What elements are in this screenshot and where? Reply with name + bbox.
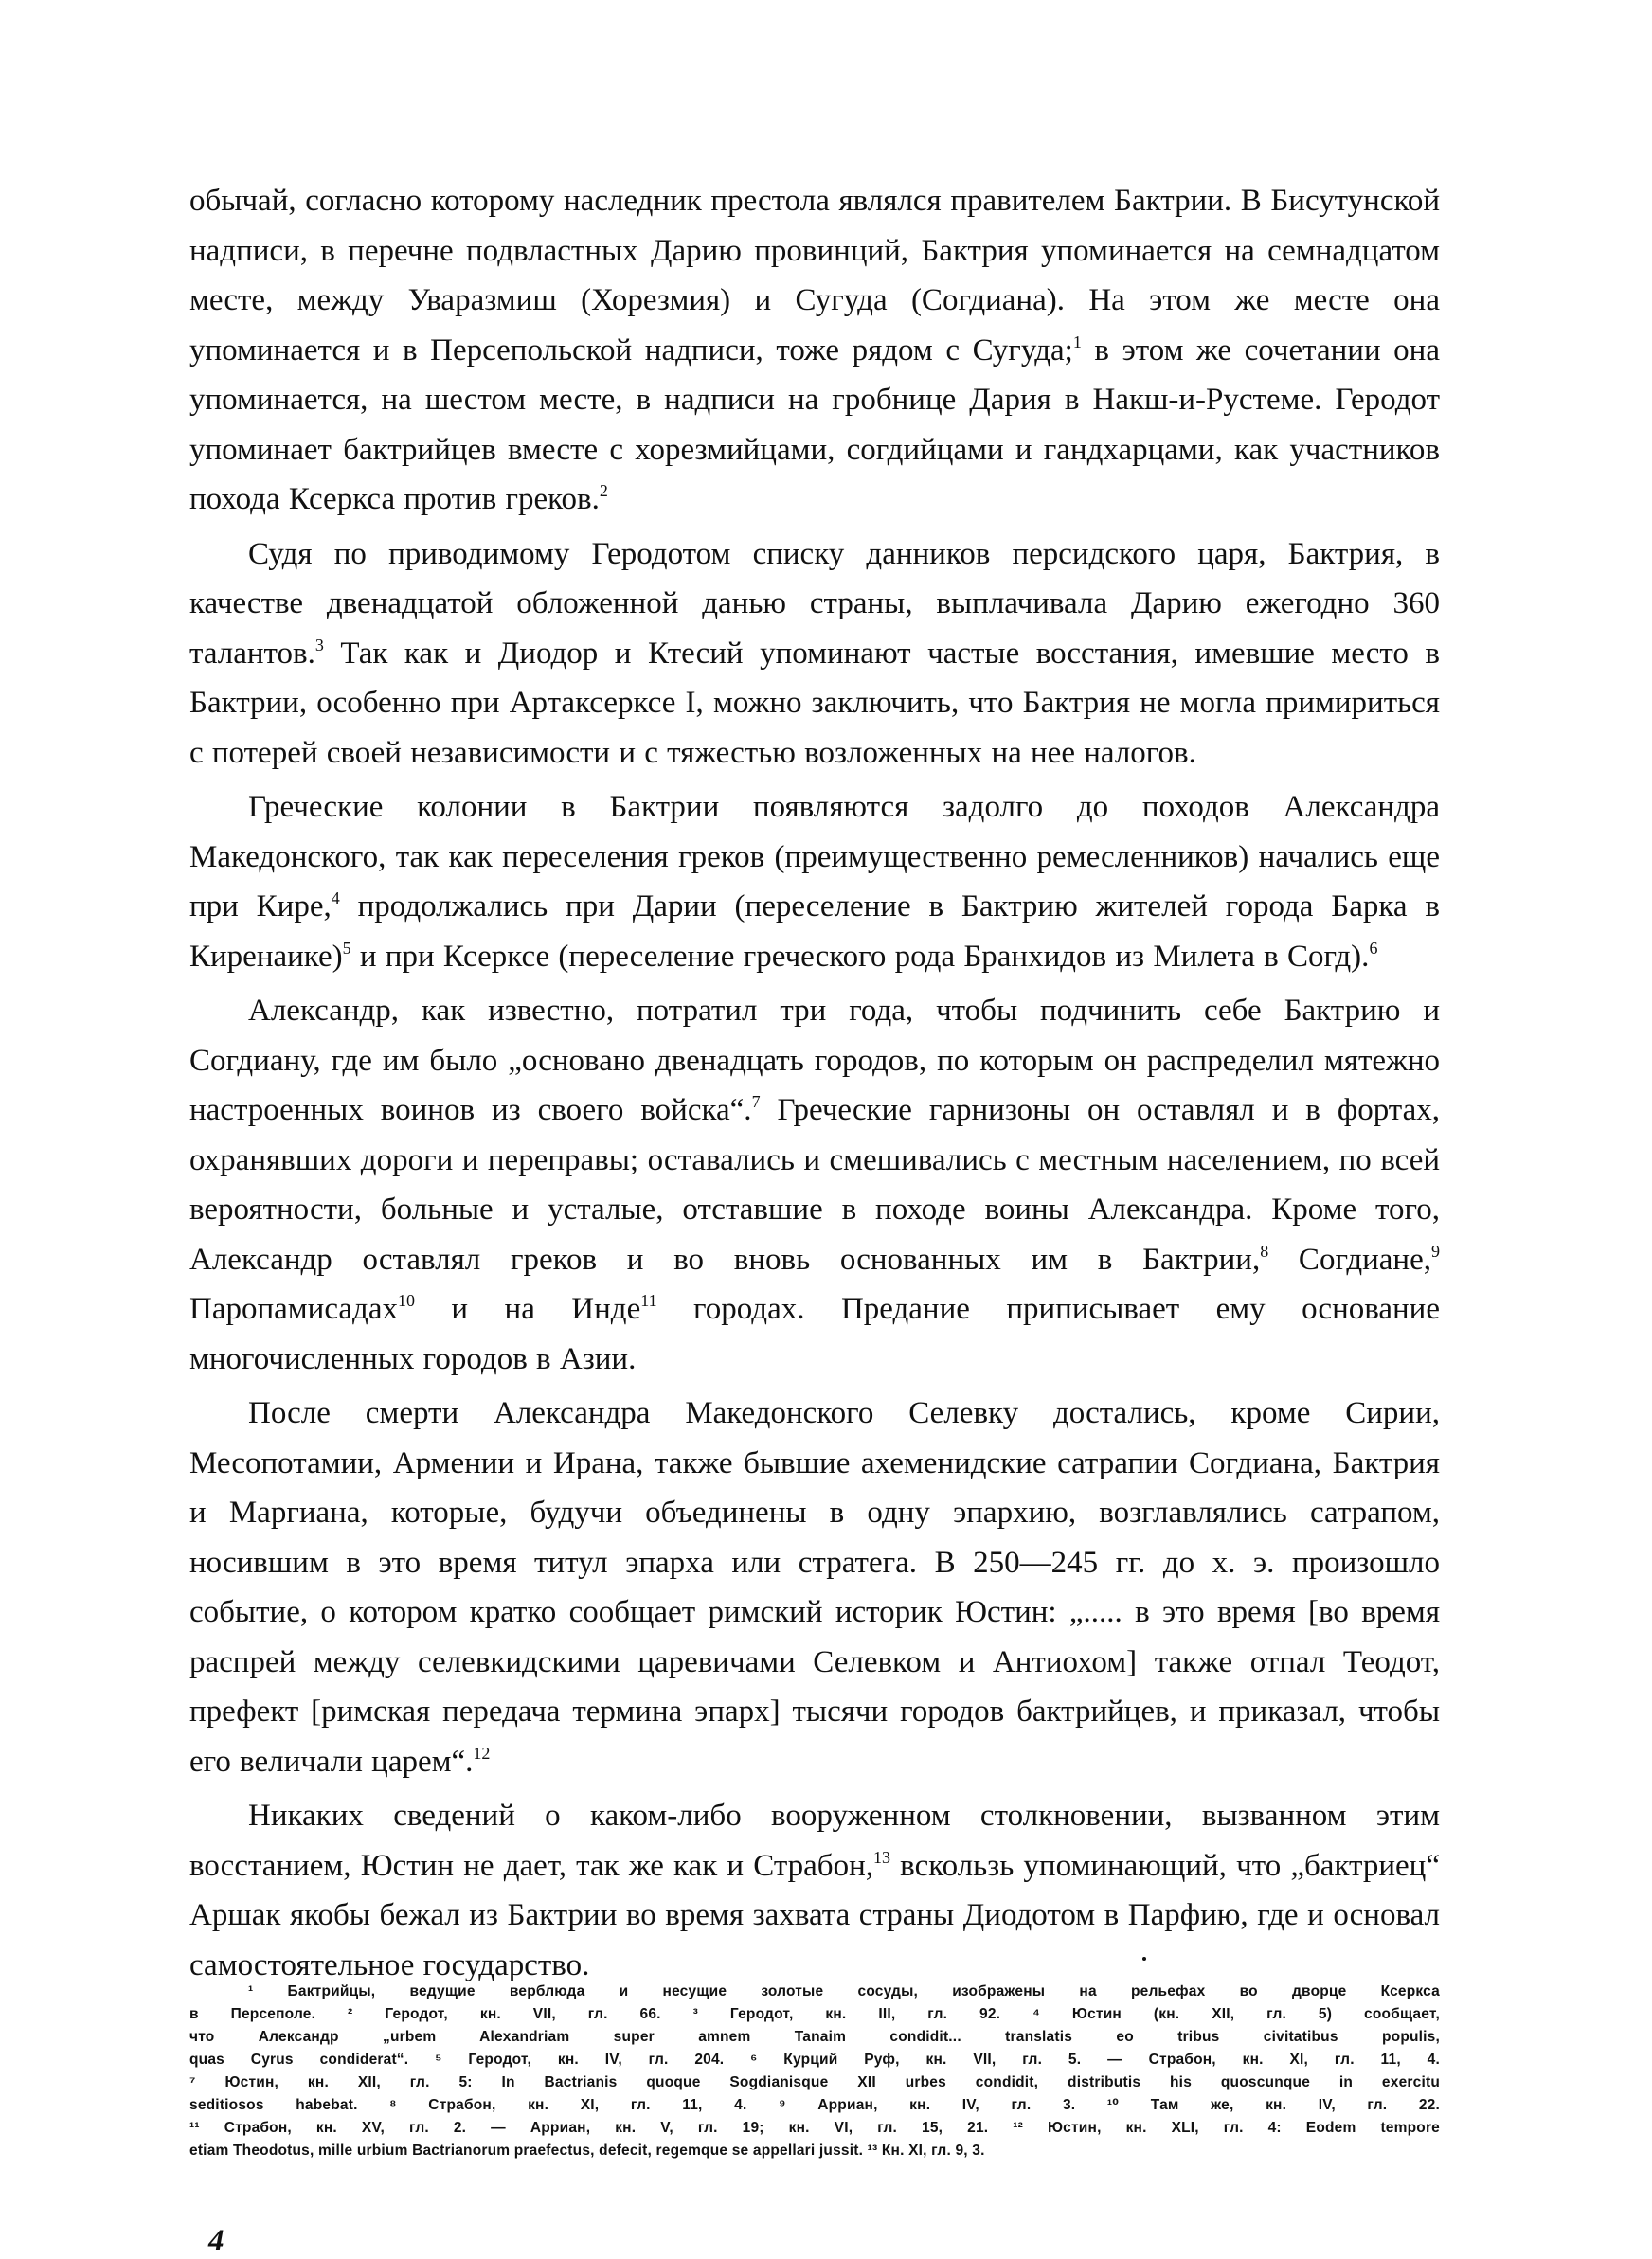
footnote-line-1: ¹ Бактрийцы, ведущие верблюда и несущие золотые сосуды, изображены на рельефах во дворце Ксеркса bbox=[248, 1983, 1440, 1999]
footnote-line-2: в Персеполе. ² Геродот, кн. VII, гл. 66. ³ Геродот, кн. III, гл. 92. ⁴ Юстин (кн. XII, гл. 5) сообщает, bbox=[189, 2006, 1440, 2022]
footnote-line-3: что Александр „urbem Alexandriam super amnem Tanaim condidit... translatis eo tribus civitatibus populis, bbox=[189, 2029, 1440, 2045]
footnote-ref-3: 3 bbox=[314, 635, 324, 654]
paragraph-4-text-cont4: и на Инде bbox=[414, 1292, 641, 1326]
paragraph-4-text: Александр, как известно, потратил три года, чтобы подчинить себе Бактрию и Согдиану, где им было „основано двенадцать городов, по которым он распределил мятежно настроенных воинов из своего войска“. bbox=[189, 994, 1440, 1127]
paragraph-4 bbox=[189, 986, 1440, 1384]
page-number: 4 bbox=[208, 2224, 224, 2258]
paragraph-6 bbox=[189, 1791, 1440, 1990]
paragraph-3-text: Греческие колонии в Бактрии появляются задолго до походов Александра Македонского, так как переселения греков (преимущественно ремесленников) начались еще при Кире, bbox=[189, 790, 1440, 923]
footnote-ref-11: 11 bbox=[640, 1291, 657, 1310]
footnote-ref-6: 6 bbox=[1369, 938, 1378, 958]
paragraph-3-text-cont2: и при Ксерксе (переселение греческого рода Бранхидов из Милета в Согд). bbox=[350, 939, 1370, 974]
footnote-ref-12: 12 bbox=[473, 1743, 491, 1763]
footnote-line-6: seditiosos habebat. ⁸ Страбон, кн. XI, гл. 11, 4. ⁹ Арриан, кн. IV, гл. 3. ¹⁰ Там же, кн. IV, гл. 22. bbox=[189, 2097, 1440, 2113]
paragraph-1-text: обычай, согласно которому наследник престола являлся правителем Бактрии. В Бисутунской надписи, в перечне подвластных Дарию провинций, Бактрия упоминается на семнадцатом месте, между Уваразмиш (Хорезмия) и Сугуда (Согдиана). На этом же месте она упоминается и в Персепольской надписи, тоже рядом с Сугуда; bbox=[189, 184, 1440, 368]
paragraph-3-text-cont: продолжались при Дарии (переселение в Бактрию жителей города Барка в Киренаике) bbox=[189, 889, 1440, 974]
paragraph-2 bbox=[189, 529, 1440, 779]
stray-dot bbox=[1142, 1957, 1146, 1961]
footnote-ref-4: 4 bbox=[331, 888, 340, 907]
paragraph-5 bbox=[189, 1389, 1440, 1786]
paragraph-2-text-cont: Так как и Диодор и Ктесий упоминают частые восстания, имевшие место в Бактрии, особенно при Артаксерксе I, можно заключить, что Бактрия не могла примириться с потерей своей независимости и с тяжестью возложенных на нее налогов. bbox=[189, 636, 1440, 770]
footnote-ref-2: 2 bbox=[599, 481, 608, 500]
paragraph-1 bbox=[189, 176, 1440, 525]
footnote-ref-10: 10 bbox=[397, 1291, 415, 1310]
paragraph-4-text-cont2: Согдиане, bbox=[1268, 1242, 1431, 1277]
paragraph-4-text-cont5: городах. Предание приписывает ему основание многочисленных городов в Азии. bbox=[189, 1292, 1440, 1376]
paragraph-6-text: Никаких сведений о каком-либо вооруженном столкновении, вызванном этим восстанием, Юстин не дает, так же как и Страбон, bbox=[189, 1799, 1440, 1883]
paragraph-5-text: После смерти Александра Македонского Селевку достались, кроме Сирии, Месопотамии, Армении и Ирана, также бывшие ахеменидские сатрапии Согдиана, Бактрия и Маргиана, которые, будучи объединены в одну эпархию, возглавлялись сатрапом, носившим в это время титул эпарха или стратега. В 250—245 гг. до х. э. произошло событие, о котором кратко сообщает римский историк Юстин: „..... в это время [во время распрей между селевкидскими царевичами Селевком и Антиохом] также отпал Теодот, префект [римская передача термина эпарх] тысячи городов бактрийцев, и приказал, чтобы его величали царем“. bbox=[189, 1396, 1440, 1779]
paragraph-4-text-cont: Греческие гарнизоны он оставлял и в фортах, охранявших дороги и переправы; оставались и смешивались с местным населением, по всей вероятности, больные и усталые, отставшие в походе воины Александра. Кроме того, Александр оставлял греков и во вновь основанных им в Бактрии, bbox=[189, 1093, 1440, 1277]
footnote-ref-5: 5 bbox=[342, 938, 351, 958]
book-page bbox=[189, 176, 1440, 2258]
footnote-ref-13: 13 bbox=[873, 1847, 890, 1867]
footnote-ref-9: 9 bbox=[1431, 1241, 1440, 1261]
footnote-line-5: ⁷ Юстин, кн. XII, гл. 5: In Bactrianis quoque Sogdianisque XII urbes condidit, distributis his quoscunque in exercitu bbox=[189, 2074, 1440, 2090]
footnote-ref-1: 1 bbox=[1072, 332, 1082, 351]
paragraph-6-text-cont: вскользь упоминающий, что „бактриец“ Аршак якобы бежал из Бактрии во время захвата страны Диодотом в Парфию, где и основал самостоятельное государство. bbox=[189, 1848, 1440, 1982]
footnote-line-4: quas Cyrus condiderat“. ⁵ Геродот, кн. IV, гл. 204. ⁶ Курций Руф, кн. VII, гл. 5. — Страбон, кн. XI, гл. 11, 4. bbox=[189, 2052, 1440, 2068]
footnote-line-7: ¹¹ Страбон, кн. XV, гл. 2. — Арриан, кн. V, гл. 19; кн. VI, гл. 15, 21. ¹² Юстин, кн. XLI, гл. 4: Eodem tempore bbox=[189, 2120, 1440, 2136]
footnote-ref-7: 7 bbox=[751, 1092, 761, 1111]
paragraph-4-text-cont3: Паропамисадах bbox=[189, 1292, 398, 1326]
paragraph-2-text: Судя по приводимому Геродотом списку данников персидского царя, Бактрия, в качестве двенадцатой обложенной данью страны, выплачивала Дарию ежегодно 360 талантов. bbox=[189, 536, 1440, 671]
paragraph-1-text-cont: в этом же сочетании она упоминается, на шестом месте, в надписи на гробнице Дария в Накш-и-Рустеме. Геродот упоминает бактрийцев вместе с хорезмийцами, согдийцами и гандхарцами, как участников похода Ксеркса против греков. bbox=[189, 332, 1440, 516]
footnotes bbox=[189, 1981, 1440, 2162]
paragraph-3 bbox=[189, 782, 1440, 981]
footnote-ref-8: 8 bbox=[1260, 1241, 1269, 1261]
footnote-line-8: etiam Theodotus, mille urbium Bactrianorum praefectus, defecit, regemque se appellari jussit. ¹³ Кн. XI, гл. 9, 3. bbox=[189, 2142, 985, 2159]
